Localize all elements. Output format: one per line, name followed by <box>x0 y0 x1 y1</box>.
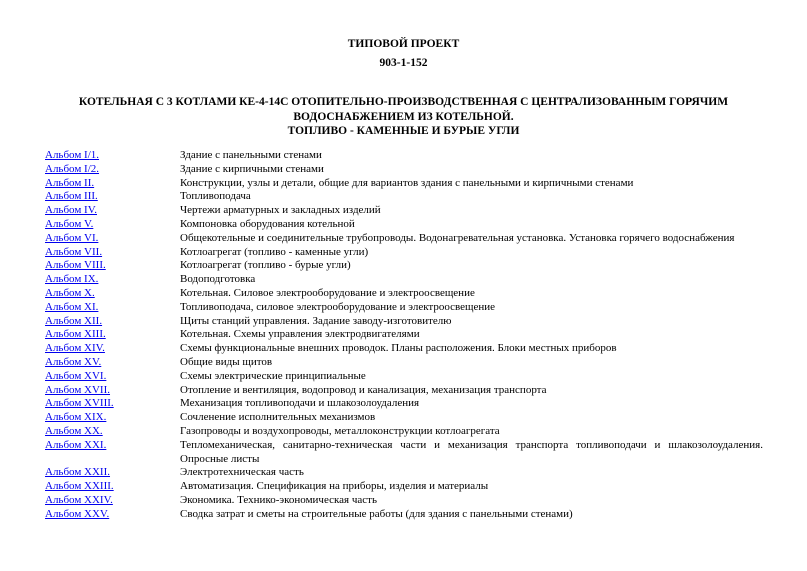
album-description: Электротехническая часть <box>180 466 304 479</box>
album-row <box>45 287 763 301</box>
album-description: Общекотельные и соединительные трубопроводы. Водонагревательная установка. Установка горячего водоснабжения <box>180 231 735 244</box>
album-code-cell <box>45 384 180 398</box>
album-link[interactable]: Альбом XI. <box>45 300 99 313</box>
album-description: Здание с кирпичными стенами <box>180 162 324 175</box>
album-row <box>45 149 763 163</box>
album-description: Котлоагрегат (топливо - бурые угли) <box>180 259 351 272</box>
album-row <box>45 439 763 467</box>
album-row <box>45 163 763 177</box>
album-row <box>45 508 763 522</box>
album-row <box>45 466 763 480</box>
album-description: Компоновка оборудования котельной <box>180 217 355 230</box>
album-description: Тепломеханическая, санитарно-техническая части и механизация транспорта топливоподачи и шлакозолоудаления. Опросные листы <box>180 438 763 465</box>
album-row <box>45 480 763 494</box>
album-description: Котлоагрегат (топливо - каменные угли) <box>180 245 369 258</box>
album-code-cell <box>45 177 180 191</box>
album-code-cell <box>45 301 180 315</box>
album-code-cell <box>45 232 180 246</box>
album-link[interactable]: Альбом X. <box>45 286 95 299</box>
album-code-cell <box>45 259 180 273</box>
album-description: Экономика. Технико-экономическая часть <box>180 493 377 506</box>
album-code-cell <box>45 287 180 301</box>
album-row <box>45 370 763 384</box>
album-row <box>45 356 763 370</box>
album-code-cell <box>45 508 180 522</box>
album-code-cell <box>45 149 180 163</box>
album-row <box>45 246 763 260</box>
album-row <box>45 301 763 315</box>
album-link[interactable]: Альбом II. <box>45 176 95 189</box>
project-title-line: ТОПЛИВО - КАМЕННЫЕ И БУРЫЕ УГЛИ <box>287 125 520 137</box>
album-link[interactable]: Альбом IV. <box>45 204 97 217</box>
album-row <box>45 425 763 439</box>
album-code-cell <box>45 466 180 480</box>
album-description: Общие виды щитов <box>180 355 273 368</box>
album-link[interactable]: Альбом III. <box>45 190 98 203</box>
album-row <box>45 328 763 342</box>
album-code-cell <box>45 163 180 177</box>
album-list-body <box>45 149 763 522</box>
album-row <box>45 177 763 191</box>
album-link[interactable]: Альбом XVI. <box>45 369 107 382</box>
album-row <box>45 190 763 204</box>
album-link[interactable]: Альбом XVII. <box>45 383 111 396</box>
album-code-cell <box>45 342 180 356</box>
album-description: Котельная. Силовое электрооборудование и электроосвещение <box>180 286 475 299</box>
album-code-cell <box>45 315 180 329</box>
album-code-cell <box>45 273 180 287</box>
album-row <box>45 273 763 287</box>
album-code-cell <box>45 190 180 204</box>
album-description: Топливоподача, силовое электрооборудование и электроосвещение <box>180 300 496 313</box>
album-description: Схемы электрические принципиальные <box>180 369 366 382</box>
album-code-cell <box>45 204 180 218</box>
album-link[interactable]: Альбом XIX. <box>45 411 107 424</box>
album-link[interactable]: Альбом I/2. <box>45 162 100 175</box>
album-code-cell <box>45 397 180 411</box>
album-row <box>45 315 763 329</box>
album-row <box>45 384 763 398</box>
document-type-heading: ТИПОВОЙ ПРОЕКТ <box>347 38 460 50</box>
album-description: Механизация топливоподачи и шлакозолоудаления <box>180 397 420 410</box>
album-description: Конструкции, узлы и детали, общие для вариантов здания с панельными и кирпичными стенами <box>180 176 634 189</box>
document-number: 903-1-152 <box>379 57 428 69</box>
album-row <box>45 494 763 508</box>
album-link[interactable]: Альбом VIII. <box>45 259 106 272</box>
album-link[interactable]: Альбом VI. <box>45 231 99 244</box>
album-description: Автоматизация. Спецификация на приборы, изделия и материалы <box>180 480 489 493</box>
album-link[interactable]: Альбом V. <box>45 217 94 230</box>
album-description: Здание с панельными стенами <box>180 149 322 161</box>
album-link[interactable]: Альбом XIII. <box>45 328 106 341</box>
album-description: Сводка затрат и сметы на строительные работы (для здания с панельными стенами) <box>180 507 573 520</box>
album-description: Отопление и вентиляция, водопровод и канализация, механизация транспорта <box>180 383 547 396</box>
project-title <box>60 95 747 139</box>
album-row <box>45 232 763 246</box>
album-description: Водоподготовка <box>180 273 256 286</box>
album-link[interactable]: Альбом XIV. <box>45 342 105 355</box>
album-list <box>45 149 763 522</box>
album-description: Щиты станций управления. Задание заводу-изготовителю <box>180 314 452 327</box>
album-link[interactable]: Альбом XXV. <box>45 507 110 520</box>
project-title-line: ВОДОСНАБЖЕНИЕМ ИЗ КОТЕЛЬНОЙ. <box>293 110 514 123</box>
album-link[interactable]: Альбом XXIII. <box>45 480 114 493</box>
album-description: Газопроводы и воздухопроводы, металлоконструкции котлоагрегата <box>180 424 500 437</box>
album-row <box>45 218 763 232</box>
album-description: Схемы функциональные внешних проводок. Планы расположения. Блоки местных приборов <box>180 342 617 355</box>
album-code-cell <box>45 411 180 425</box>
album-code-cell <box>45 370 180 384</box>
album-link[interactable]: Альбом XII. <box>45 314 103 327</box>
album-row <box>45 204 763 218</box>
album-link[interactable]: Альбом IX. <box>45 273 99 286</box>
album-row <box>45 342 763 356</box>
album-code-cell <box>45 425 180 439</box>
album-row <box>45 411 763 425</box>
project-title-line: КОТЕЛЬНАЯ С 3 КОТЛАМИ КЕ-4-14С ОТОПИТЕЛЬНО-ПРОИЗВОДСТВЕННАЯ С ЦЕНТРАЛИЗОВАННЫМ ГОРЯЧИМ <box>78 96 729 108</box>
album-description: Котельная. Схемы управления электродвигателями <box>180 328 420 341</box>
album-row <box>45 397 763 411</box>
album-link[interactable]: Альбом XVIII. <box>45 397 114 410</box>
album-link[interactable]: Альбом XXI. <box>45 438 107 451</box>
album-link[interactable]: Альбом VII. <box>45 245 103 258</box>
album-link[interactable]: Альбом I/1. <box>45 149 100 161</box>
album-description: Топливоподача <box>180 190 251 203</box>
album-code-cell <box>45 246 180 260</box>
album-description: Сочленение исполнительных механизмов <box>180 411 376 424</box>
album-code-cell <box>45 494 180 508</box>
album-link[interactable]: Альбом XXII. <box>45 466 111 479</box>
album-code-cell <box>45 356 180 370</box>
album-code-cell <box>45 480 180 494</box>
album-link[interactable]: Альбом XX. <box>45 424 103 437</box>
album-row <box>45 259 763 273</box>
album-code-cell <box>45 328 180 342</box>
album-code-cell <box>45 218 180 232</box>
album-description: Чертежи арматурных и закладных изделий <box>180 204 381 217</box>
album-link[interactable]: Альбом XXIV. <box>45 493 113 506</box>
album-code-cell <box>45 439 180 467</box>
album-link[interactable]: Альбом XV. <box>45 355 102 368</box>
